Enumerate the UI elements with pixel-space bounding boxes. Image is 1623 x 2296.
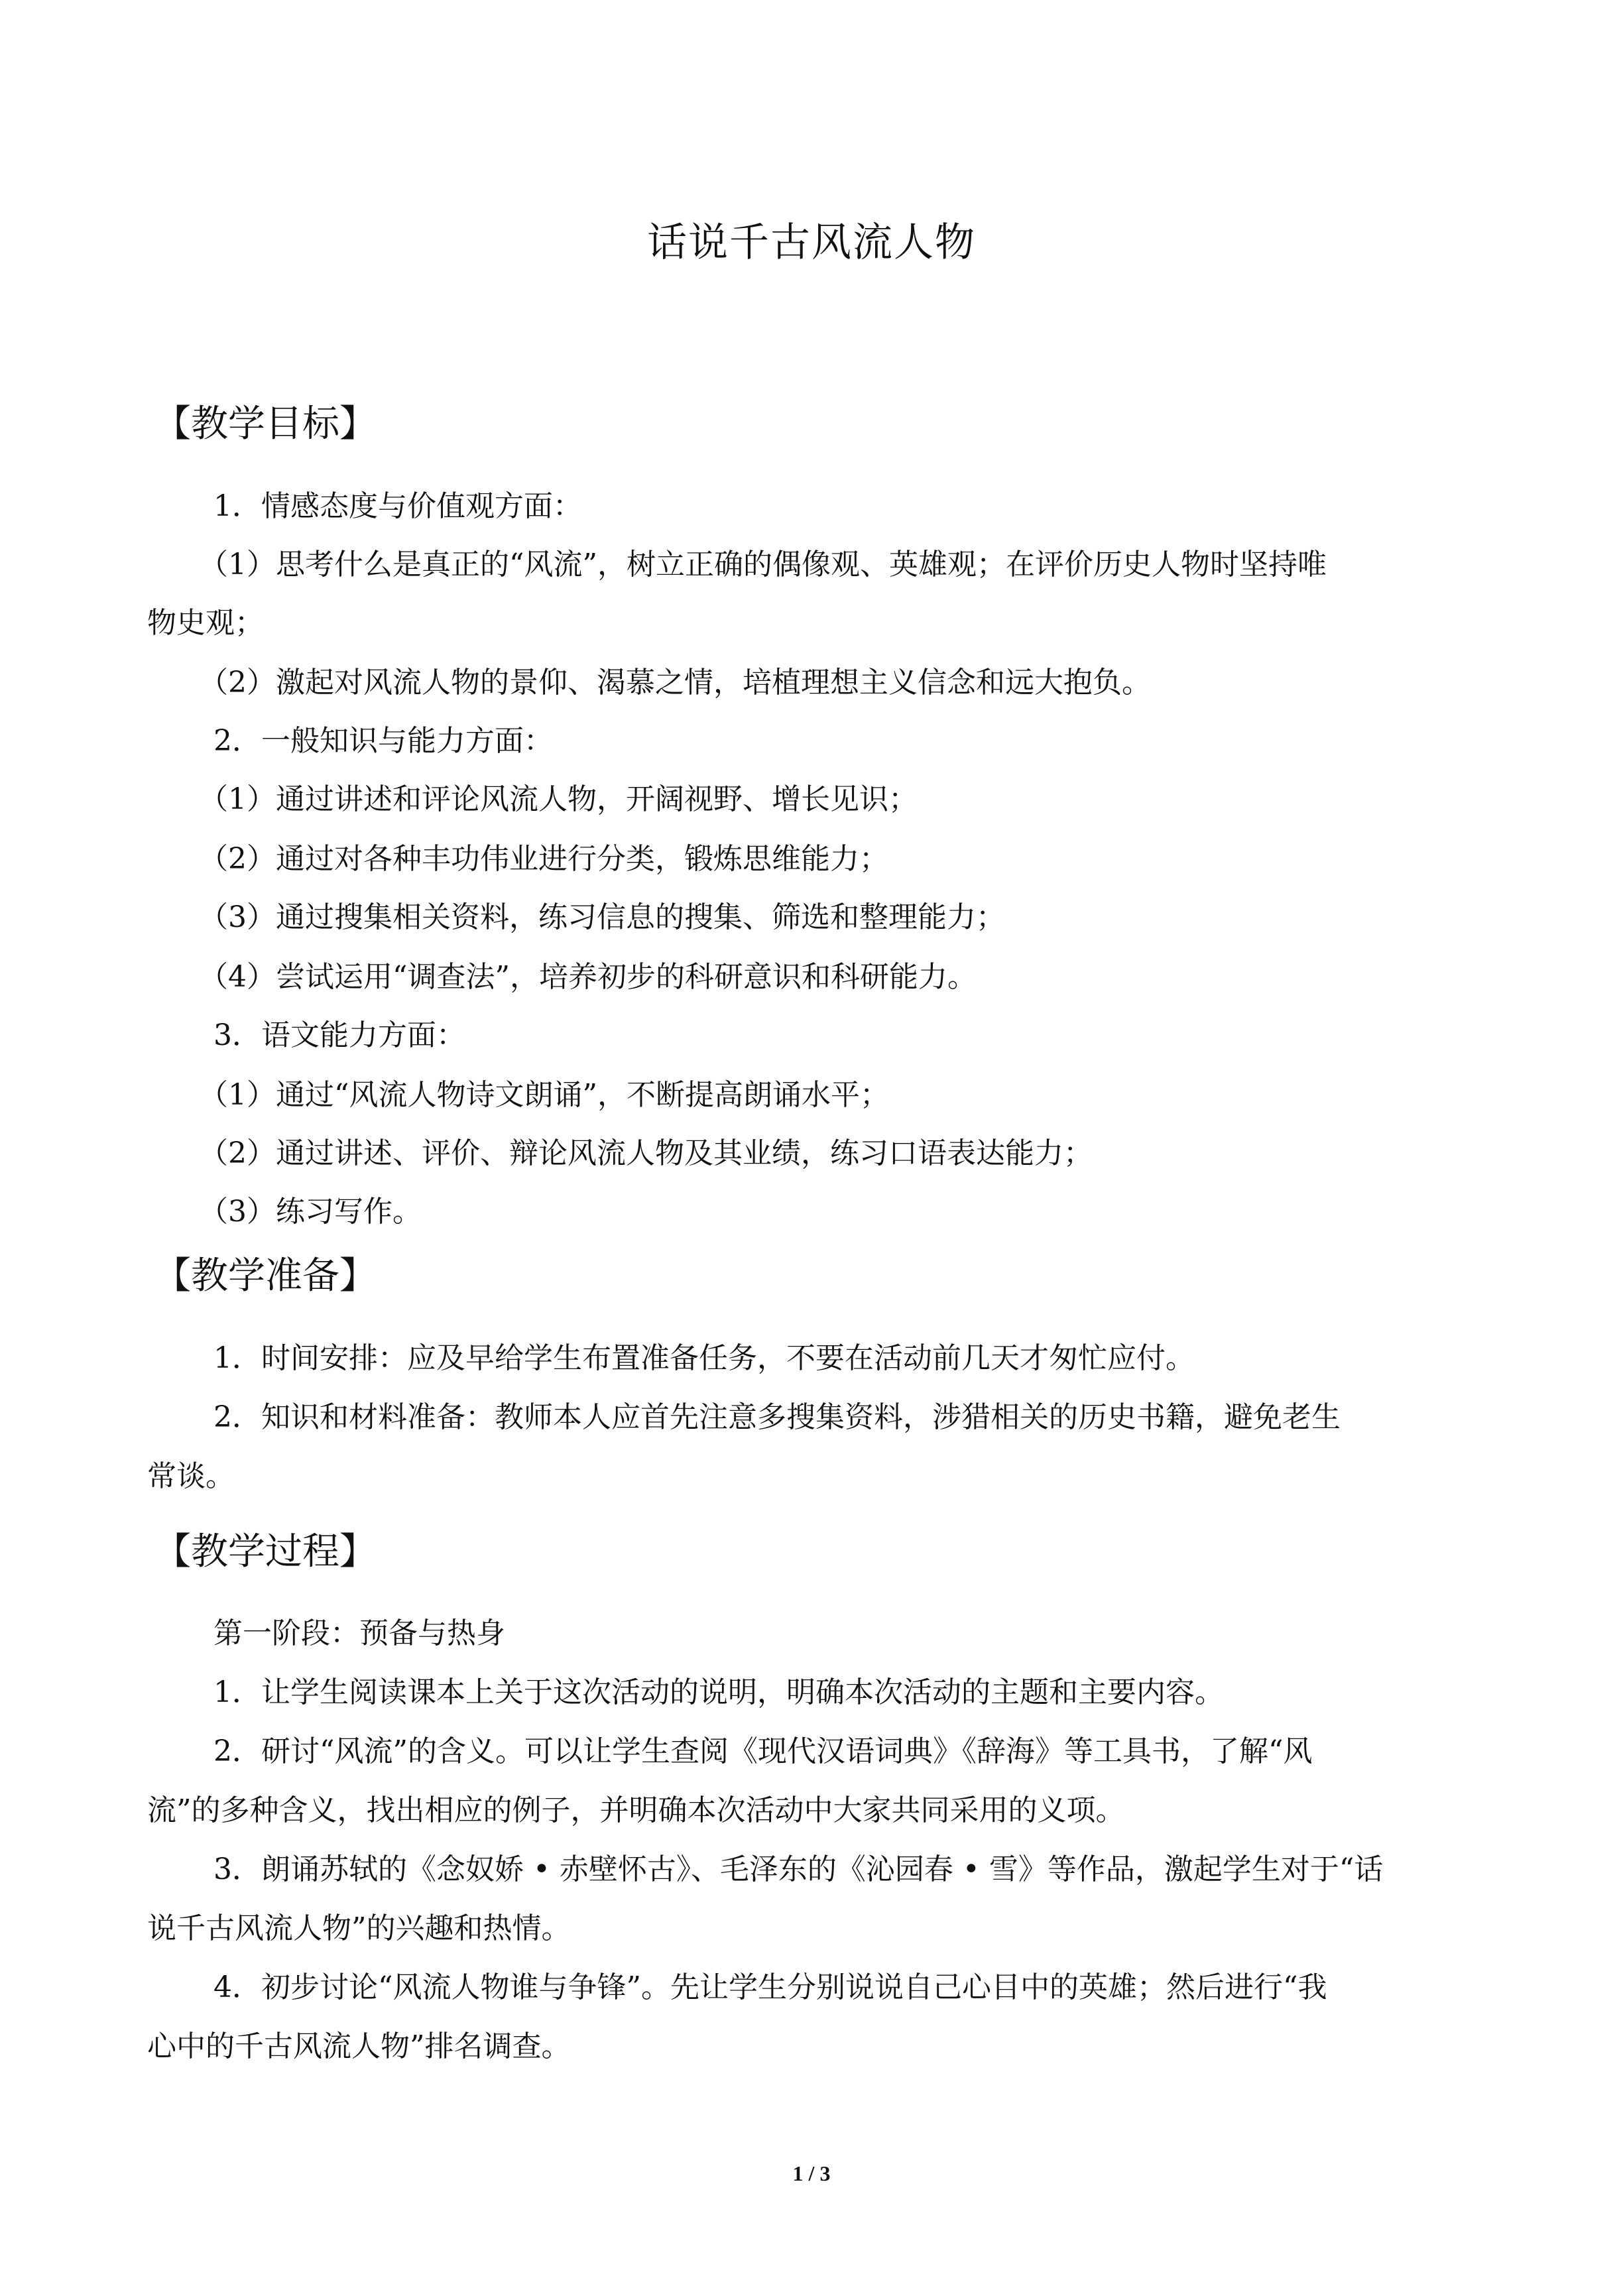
text-line: （3）通过搜集相关资料，练习信息的搜集、筛选和整理能力； <box>199 900 1005 934</box>
text-line: 心中的千古风流人物”排名调查。 <box>147 2029 571 2063</box>
text-line: 常谈。 <box>147 1459 235 1493</box>
text-line: 物史观； <box>147 606 264 640</box>
text-line: 3．语文能力方面： <box>213 1018 465 1052</box>
text-line: 1．情感态度与价值观方面： <box>213 489 582 523</box>
text-line: （2）激起对风流人物的景仰、渴慕之情，培植理想主义信念和远大抱负。 <box>199 666 1151 699</box>
text-line: 2．知识和材料准备：教师本人应首先注意多搜集资料，涉猎相关的历史书籍，避免老生 <box>213 1400 1341 1434</box>
text-line: 2．一般知识与能力方面： <box>213 724 553 758</box>
text-line: 说千古风流人物”的兴趣和热情。 <box>147 1911 571 1945</box>
document-title: 话说千古风流人物 <box>647 219 976 266</box>
text-line: 流”的多种含义，找出相应的例子，并明确本次活动中大家共同采用的义项。 <box>147 1793 1125 1827</box>
text-line: 2．研讨“风流”的含义。可以让学生查阅《现代汉语词典》《辞海》等工具书，了解“风 <box>213 1734 1313 1768</box>
section-heading-objectives: 【教学目标】 <box>154 402 377 446</box>
text-line: （1）通过讲述和评论风流人物，开阔视野、增长见识； <box>199 782 918 816</box>
text-line: （1）思考什么是真正的“风流”，树立正确的偶像观、英雄观；在评价历史人物时坚持唯 <box>199 548 1327 581</box>
section-heading-process: 【教学过程】 <box>154 1530 377 1573</box>
text-line: 1．让学生阅读课本上关于这次活动的说明，明确本次活动的主题和主要内容。 <box>213 1675 1224 1709</box>
text-line: 第一阶段：预备与热身 <box>213 1616 505 1650</box>
text-line: 3．朗诵苏轼的《念奴娇 • 赤壁怀古》、毛泽东的《沁园春 • 雪》等作品，激起学生对于“话 <box>213 1852 1384 1886</box>
text-line: 1．时间安排：应及早给学生布置准备任务，不要在活动前几天才匆忙应付。 <box>213 1341 1195 1375</box>
text-line: （1）通过“风流人物诗文朗诵”，不断提高朗诵水平； <box>199 1078 889 1112</box>
text-line: （2）通过对各种丰功伟业进行分类，锻炼思维能力； <box>199 842 888 876</box>
text-line: 4．初步讨论“风流人物谁与争锋”。先让学生分别说说自己心目中的英雄；然后进行“我 <box>213 1970 1327 2004</box>
page-number: 1 / 3 <box>792 2161 831 2185</box>
text-line: （3）练习写作。 <box>199 1195 422 1229</box>
text-line: （2）通过讲述、评价、辩论风流人物及其业绩，练习口语表达能力； <box>199 1136 1093 1170</box>
text-line: （4）尝试运用“调查法”，培养初步的科研意识和科研能力。 <box>199 960 977 994</box>
section-heading-preparation: 【教学准备】 <box>154 1254 377 1298</box>
